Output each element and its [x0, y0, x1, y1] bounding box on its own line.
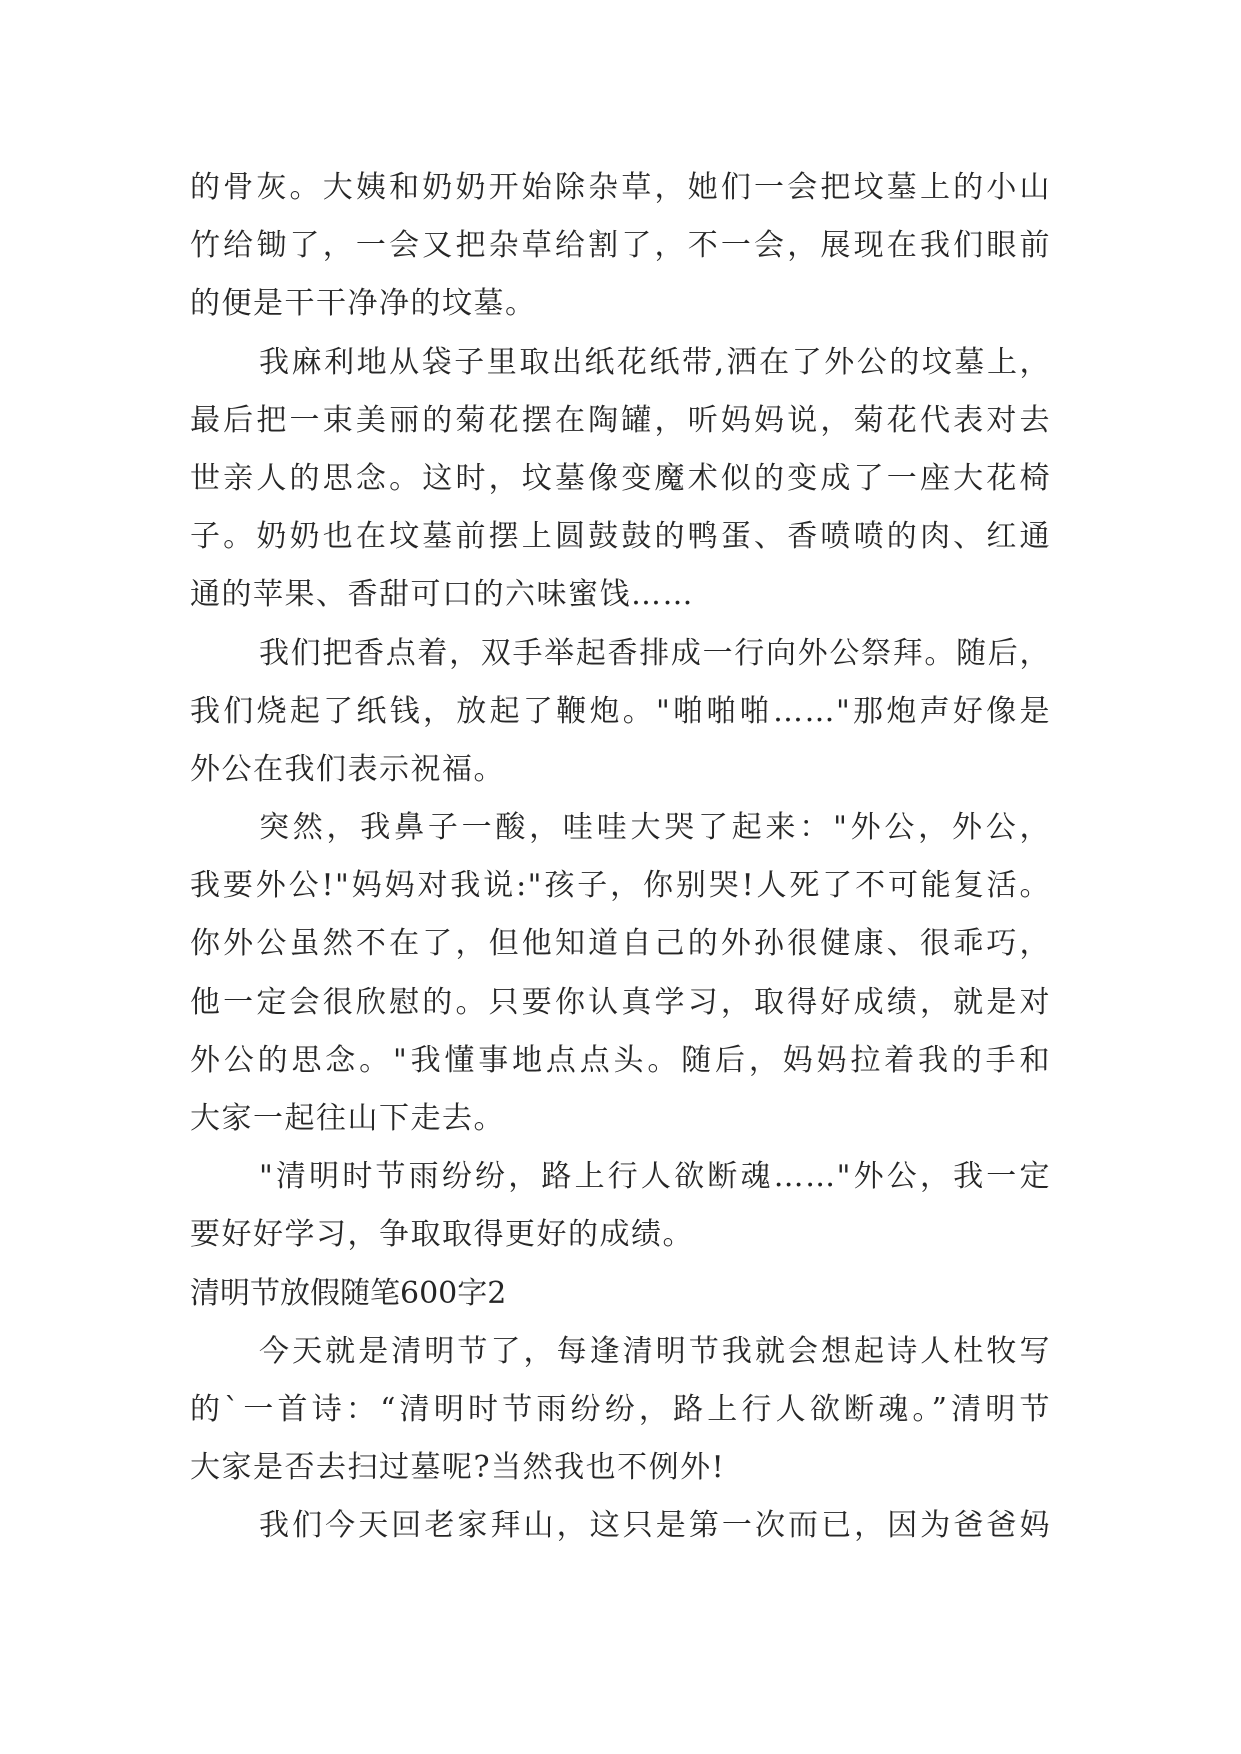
- text-line: 的骨灰。大姨和奶奶开始除杂草，她们一会把坟墓上的小山: [190, 170, 1051, 205]
- text-line: 世亲人的思念。这时，坟墓像变魔术似的变成了一座大花椅: [190, 460, 1051, 496]
- document-body: [190, 159, 1051, 1556]
- paragraph: [190, 799, 1051, 1148]
- section-title: 清明节放假随笔600字2: [190, 1275, 507, 1311]
- text-line: 最后把一束美丽的菊花摆在陶罐，听妈妈说，菊花代表对去: [190, 402, 1051, 438]
- paragraph: [190, 1148, 1051, 1264]
- text-line: 我麻利地从袋子里取出纸花纸带,洒在了外公的坟墓上，: [259, 344, 1051, 380]
- paragraph: [190, 625, 1051, 800]
- text-line: 我们烧起了纸钱，放起了鞭炮。"啪啪啪……"那炮声好像是: [190, 693, 1051, 729]
- text-line: 外公在我们表示祝福。: [190, 751, 505, 787]
- text-line: 突然，我鼻子一酸，哇哇大哭了起来："外公，外公，: [259, 810, 1051, 846]
- text-line: "清明时节雨纷纷，路上行人欲断魂……"外公，我一定: [259, 1159, 1051, 1195]
- text-line: 你外公虽然不在了，但他知道自己的外孙很健康、很乖巧，: [190, 926, 1051, 962]
- text-line: 他一定会很欣慰的。只要你认真学习，取得好成绩，就是对: [190, 984, 1051, 1020]
- text-line: 要好好学习，争取取得更好的成绩。: [190, 1217, 694, 1253]
- paragraph: [190, 1323, 1051, 1498]
- text-line: 子。奶奶也在坟墓前摆上圆鼓鼓的鸭蛋、香喷喷的肉、红通: [190, 519, 1051, 555]
- text-line: 竹给锄了，一会又把杂草给割了，不一会，展现在我们眼前: [190, 228, 1051, 264]
- text-line: 我要外公!"妈妈对我说:"孩子，你别哭!人死了不可能复活。: [190, 868, 1051, 904]
- paragraph: [190, 1497, 1051, 1555]
- text-line: 的`一首诗：“清明时节雨纷纷，路上行人欲断魂。”清明节: [190, 1391, 1051, 1427]
- text-line: 今天就是清明节了，每逢清明节我就会想起诗人杜牧写: [259, 1333, 1051, 1369]
- text-line: 通的苹果、香甜可口的六味蜜饯……: [190, 577, 694, 613]
- paragraph: [190, 334, 1051, 625]
- text-line: 我们把香点着，双手举起香排成一行向外公祭拜。随后，: [259, 635, 1051, 671]
- paragraph: [190, 159, 1051, 334]
- text-line: 我们今天回老家拜山，这只是第一次而已，因为爸爸妈: [259, 1508, 1051, 1544]
- text-line: 大家一起往山下走去。: [190, 1101, 505, 1136]
- text-line: 外公的思念。"我懂事地点点头。随后，妈妈拉着我的手和: [190, 1042, 1051, 1078]
- text-line: 大家是否去扫过墓呢?当然我也不例外!: [190, 1450, 726, 1486]
- text-line: 的便是干干净净的坟墓。: [190, 286, 537, 322]
